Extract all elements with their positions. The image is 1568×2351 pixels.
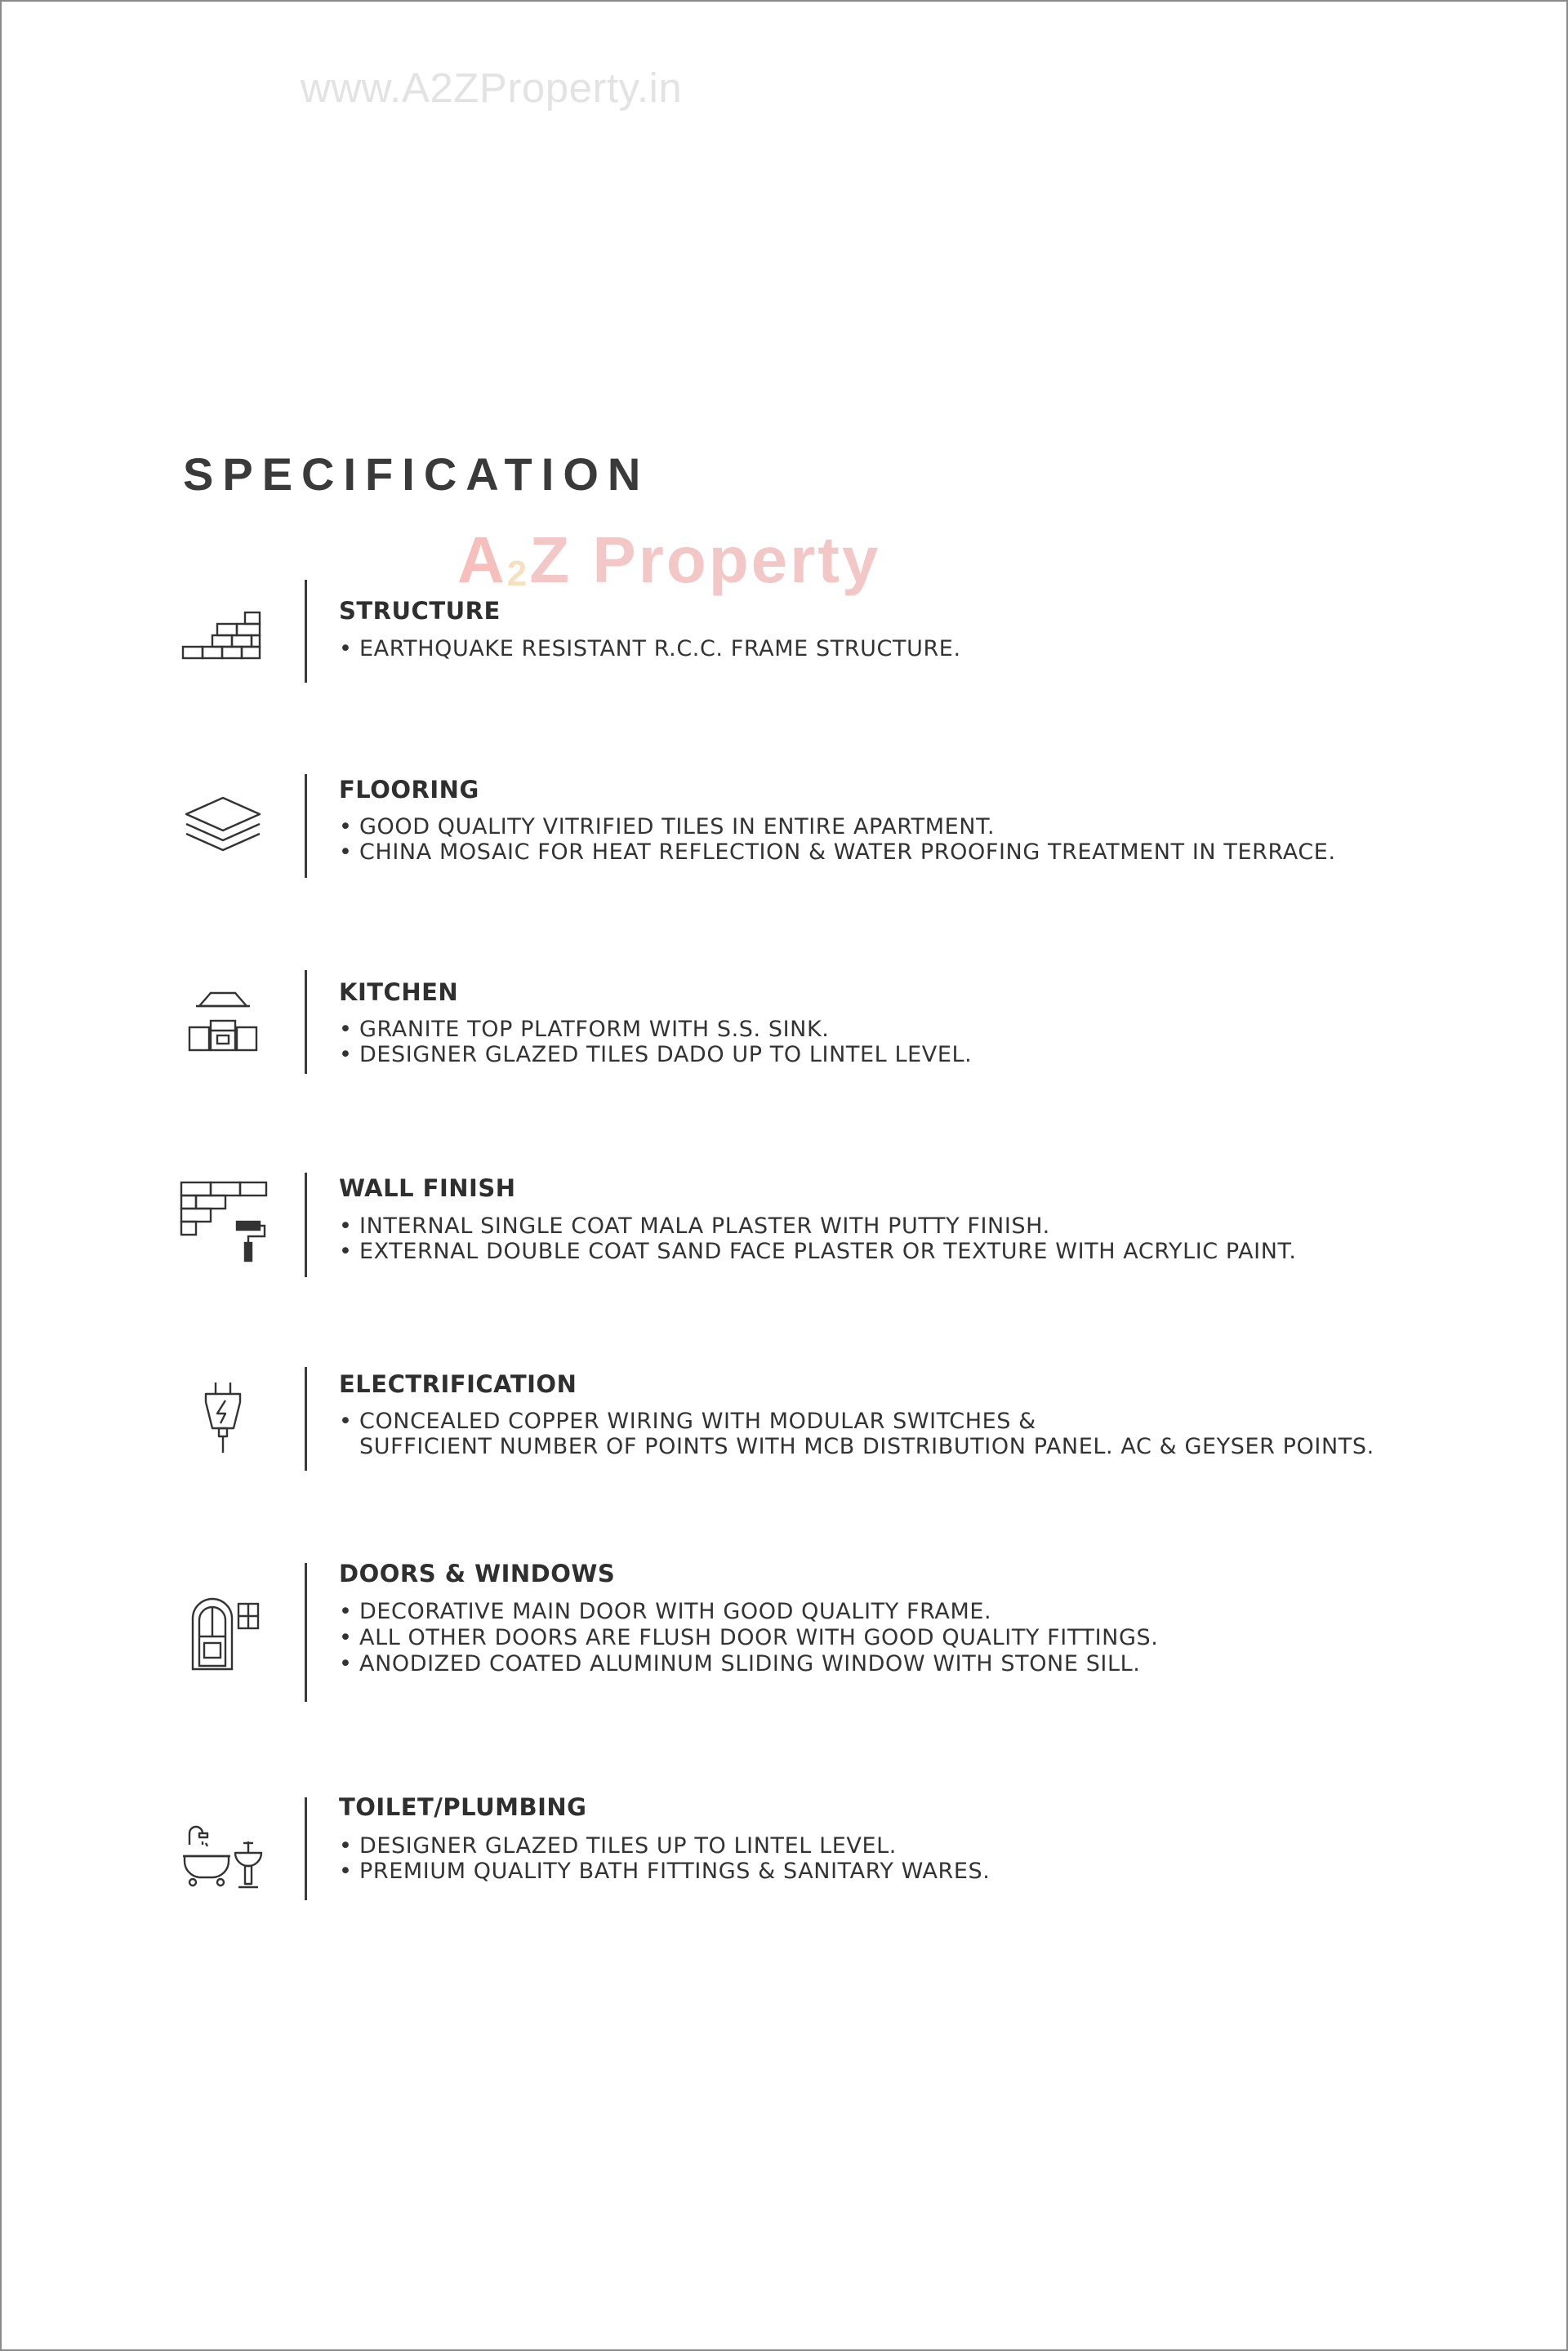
spec-item: • ALL OTHER DOORS ARE FLUSH DOOR WITH GOOD QUALITY FITTINGS. xyxy=(339,1625,1159,1650)
url-watermark: www.A2ZProperty.in xyxy=(301,65,683,111)
spec-item: • CONCEALED COPPER WIRING WITH MODULAR SWITCHES & SUFFICIENT NUMBER OF POINTS WITH MCB DISTRIBUTION PANEL. AC & GEYSER POINTS. xyxy=(339,1409,1374,1459)
section-divider xyxy=(305,1563,307,1702)
door-window-icon xyxy=(178,1587,268,1677)
spec-list xyxy=(339,1409,1374,1459)
spec-list xyxy=(339,1833,990,1884)
spec-item: • ANODIZED COATED ALUMINUM SLIDING WINDOW WITH STONE SILL. xyxy=(339,1651,1141,1676)
spec-item: • CHINA MOSAIC FOR HEAT REFLECTION & WATER PROOFING TREATMENT IN TERRACE. xyxy=(339,839,1336,865)
brick-wall-icon xyxy=(178,588,268,678)
page-title: SPECIFICATION xyxy=(183,448,650,500)
section-heading: DOORS & WINDOWS xyxy=(339,1560,616,1587)
section-divider xyxy=(305,1367,307,1471)
kitchen-icon xyxy=(178,978,268,1068)
section-divider xyxy=(305,1797,307,1900)
paint-roller-wall-icon xyxy=(178,1174,268,1264)
spec-list xyxy=(339,1599,1158,1677)
section-heading: ELECTRIFICATION xyxy=(339,1370,577,1398)
spec-list xyxy=(339,814,1336,865)
spec-item: • GOOD QUALITY VITRIFIED TILES IN ENTIRE APARTMENT. xyxy=(339,814,996,839)
section-heading: WALL FINISH xyxy=(339,1174,516,1202)
electric-plug-icon xyxy=(178,1374,268,1464)
spec-item: • DESIGNER GLAZED TILES UP TO LINTEL LEVEL. xyxy=(339,1833,897,1859)
spec-list xyxy=(339,1017,972,1067)
spec-list xyxy=(339,636,961,661)
section-divider xyxy=(305,970,307,1074)
section-heading: KITCHEN xyxy=(339,978,459,1006)
spec-item: • EARTHQUAKE RESISTANT R.C.C. FRAME STRUCTURE. xyxy=(339,636,961,661)
stacked-tiles-icon xyxy=(178,781,268,871)
section-heading: FLOORING xyxy=(339,776,479,804)
section-divider xyxy=(305,580,307,683)
a2z-logo-watermark: A2Z Property xyxy=(457,523,881,596)
spec-item: • DECORATIVE MAIN DOOR WITH GOOD QUALITY FRAME. xyxy=(339,1599,992,1624)
section-heading: TOILET/PLUMBING xyxy=(339,1793,587,1821)
bathtub-basin-icon xyxy=(178,1809,268,1899)
section-divider xyxy=(305,774,307,878)
spec-item: • GRANITE TOP PLATFORM WITH S.S. SINK. xyxy=(339,1017,830,1042)
spec-list xyxy=(339,1213,1297,1264)
section-heading: STRUCTURE xyxy=(339,597,501,625)
spec-item: • EXTERNAL DOUBLE COAT SAND FACE PLASTER OR TEXTURE WITH ACRYLIC PAINT. xyxy=(339,1239,1297,1264)
spec-item: • PREMIUM QUALITY BATH FITTINGS & SANITARY WARES. xyxy=(339,1859,991,1884)
spec-item: • INTERNAL SINGLE COAT MALA PLASTER WITH PUTTY FINISH. xyxy=(339,1213,1050,1239)
spec-item: • DESIGNER GLAZED TILES DADO UP TO LINTEL LEVEL. xyxy=(339,1042,973,1067)
section-divider xyxy=(305,1173,307,1277)
